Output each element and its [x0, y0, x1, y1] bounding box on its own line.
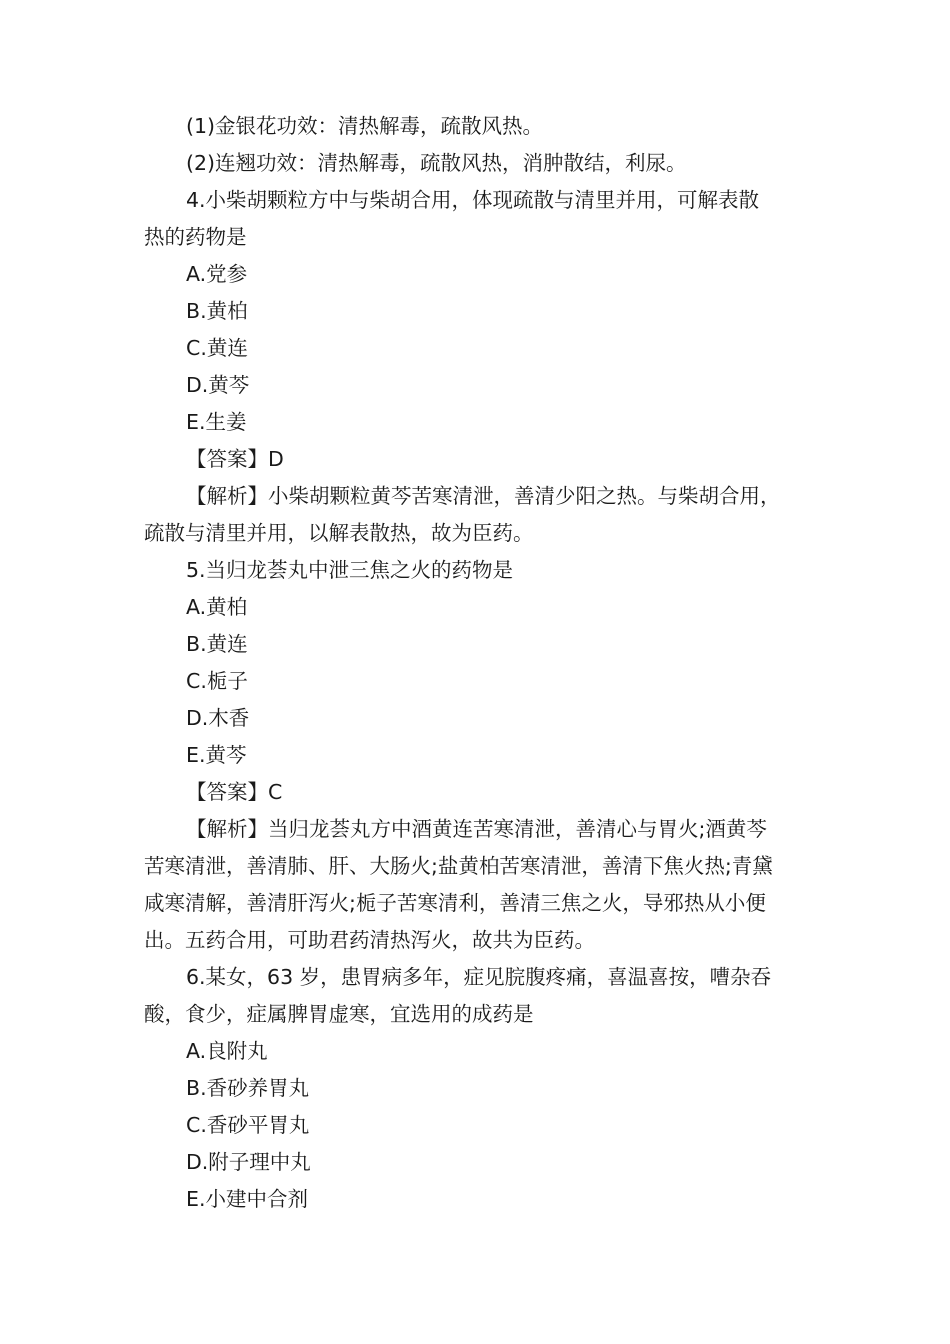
- question-4-option-b: B.黄柏: [186, 299, 248, 323]
- question-6-option-b: B.香砂养胃丸: [186, 1076, 310, 1100]
- question-4-option-c: C.黄连: [186, 336, 248, 360]
- question-4-option-a: A.党参: [186, 262, 248, 286]
- question-4-option-e: E.生姜: [186, 410, 247, 434]
- question-4-stem: 4.小柴胡颗粒方中与柴胡合用，体现疏散与清里并用，可解表散: [186, 188, 760, 212]
- question-5-stem: 5.当归龙荟丸中泄三焦之火的药物是: [186, 558, 514, 582]
- question-4-stem-cont: 热的药物是: [144, 225, 247, 249]
- question-5-option-a: A.黄柏: [186, 595, 248, 619]
- question-5-analysis-cont-3: 出。五药合用，可助君药清热泻火，故共为臣药。: [144, 928, 595, 952]
- question-5-analysis-cont-2: 咸寒清解，善清肝泻火;栀子苦寒清利，善清三焦之火，导邪热从小便: [144, 891, 766, 915]
- question-5-answer: 【答案】C: [186, 780, 283, 804]
- question-5-option-c: C.栀子: [186, 669, 248, 693]
- text-line-forsythia-effect: (2)连翘功效：清热解毒，疏散风热，消肿散结，利尿。: [186, 151, 687, 175]
- question-5-option-b: B.黄连: [186, 632, 248, 656]
- question-4-analysis: 【解析】小柴胡颗粒黄芩苦寒清泄，善清少阳之热。与柴胡合用，: [186, 484, 781, 508]
- question-5-analysis: 【解析】当归龙荟丸方中酒黄连苦寒清泄，善清心与胃火;酒黄芩: [186, 817, 767, 841]
- document-body: [144, 108, 830, 1218]
- question-4-option-d: D.黄芩: [186, 373, 250, 397]
- question-4-answer: 【答案】D: [186, 447, 284, 471]
- question-6-option-d: D.附子理中丸: [186, 1150, 311, 1174]
- question-6-option-e: E.小建中合剂: [186, 1187, 308, 1211]
- question-5-option-d: D.木香: [186, 706, 250, 730]
- question-6-option-c: C.香砂平胃丸: [186, 1113, 310, 1137]
- text-line-honeysuckle-effect: (1)金银花功效：清热解毒，疏散风热。: [186, 114, 544, 138]
- question-6-stem: 6.某女，63 岁，患胃病多年，症见脘腹疼痛，喜温喜按，嘈杂吞: [186, 965, 772, 989]
- question-5-option-e: E.黄芩: [186, 743, 247, 767]
- question-6-option-a: A.良附丸: [186, 1039, 268, 1063]
- question-6-stem-cont: 酸，食少，症属脾胃虚寒，宜选用的成药是: [144, 1002, 534, 1026]
- question-5-analysis-cont-1: 苦寒清泄，善清肺、肝、大肠火;盐黄柏苦寒清泄，善清下焦火热;青黛: [144, 854, 773, 878]
- question-4-analysis-cont: 疏散与清里并用，以解表散热，故为臣药。: [144, 521, 534, 545]
